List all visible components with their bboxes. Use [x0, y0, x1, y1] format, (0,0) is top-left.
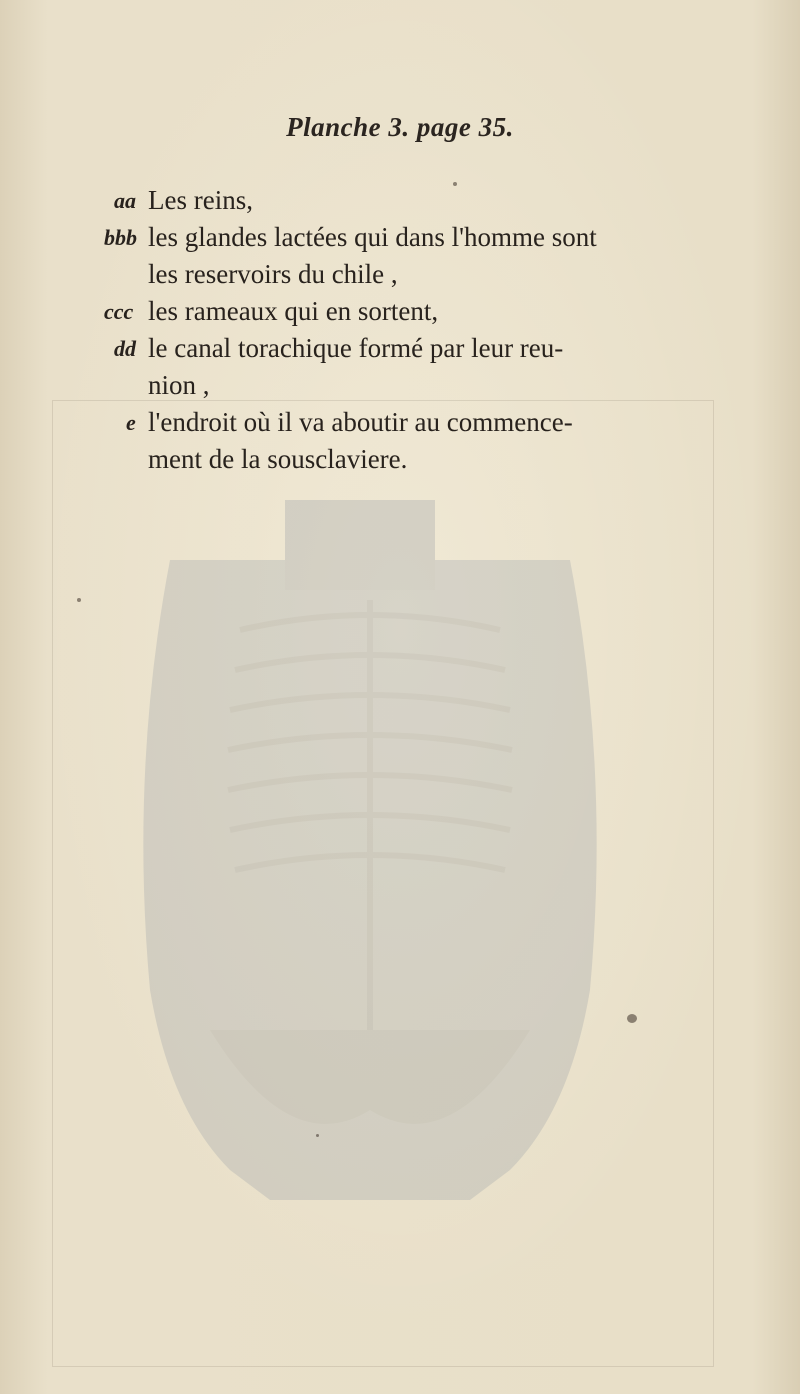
legend-text: les glandes lactées qui dans l'homme sont: [148, 222, 597, 252]
legend-text-continued: les reservoirs du chile ,: [148, 259, 398, 289]
legend-entry-ccc: [104, 293, 798, 330]
foxing-spot: [453, 182, 457, 186]
foxing-spot: [627, 1014, 637, 1023]
show-through-anatomical-plate: [110, 470, 630, 1210]
legend-key: dd: [114, 336, 136, 361]
legend-key: ccc: [104, 299, 134, 324]
legend-entry-dd: [114, 330, 798, 404]
legend-key: e: [126, 410, 136, 435]
legend-text: Les reins,: [148, 185, 253, 215]
legend-text: le canal torachique formé par leur reu-: [148, 333, 564, 363]
foxing-spot: [77, 598, 81, 602]
legend-entry-bbb: [104, 219, 798, 293]
plate-heading: Planche 3. page 35.: [286, 112, 514, 142]
foxing-spot: [316, 1134, 319, 1137]
legend-text-continued: ment de la sousclaviere.: [148, 444, 408, 474]
legend-entry-e: [126, 404, 798, 478]
legend-text: les rameaux qui en sortent,: [148, 296, 439, 326]
plate-legend: [104, 182, 798, 478]
legend-text: l'endroit où il va aboutir au commence-: [148, 407, 573, 437]
legend-text-continued: nion ,: [148, 370, 210, 400]
legend-entry-aa: [114, 182, 798, 219]
legend-key: aa: [114, 188, 136, 213]
legend-key: bbb: [104, 225, 137, 250]
